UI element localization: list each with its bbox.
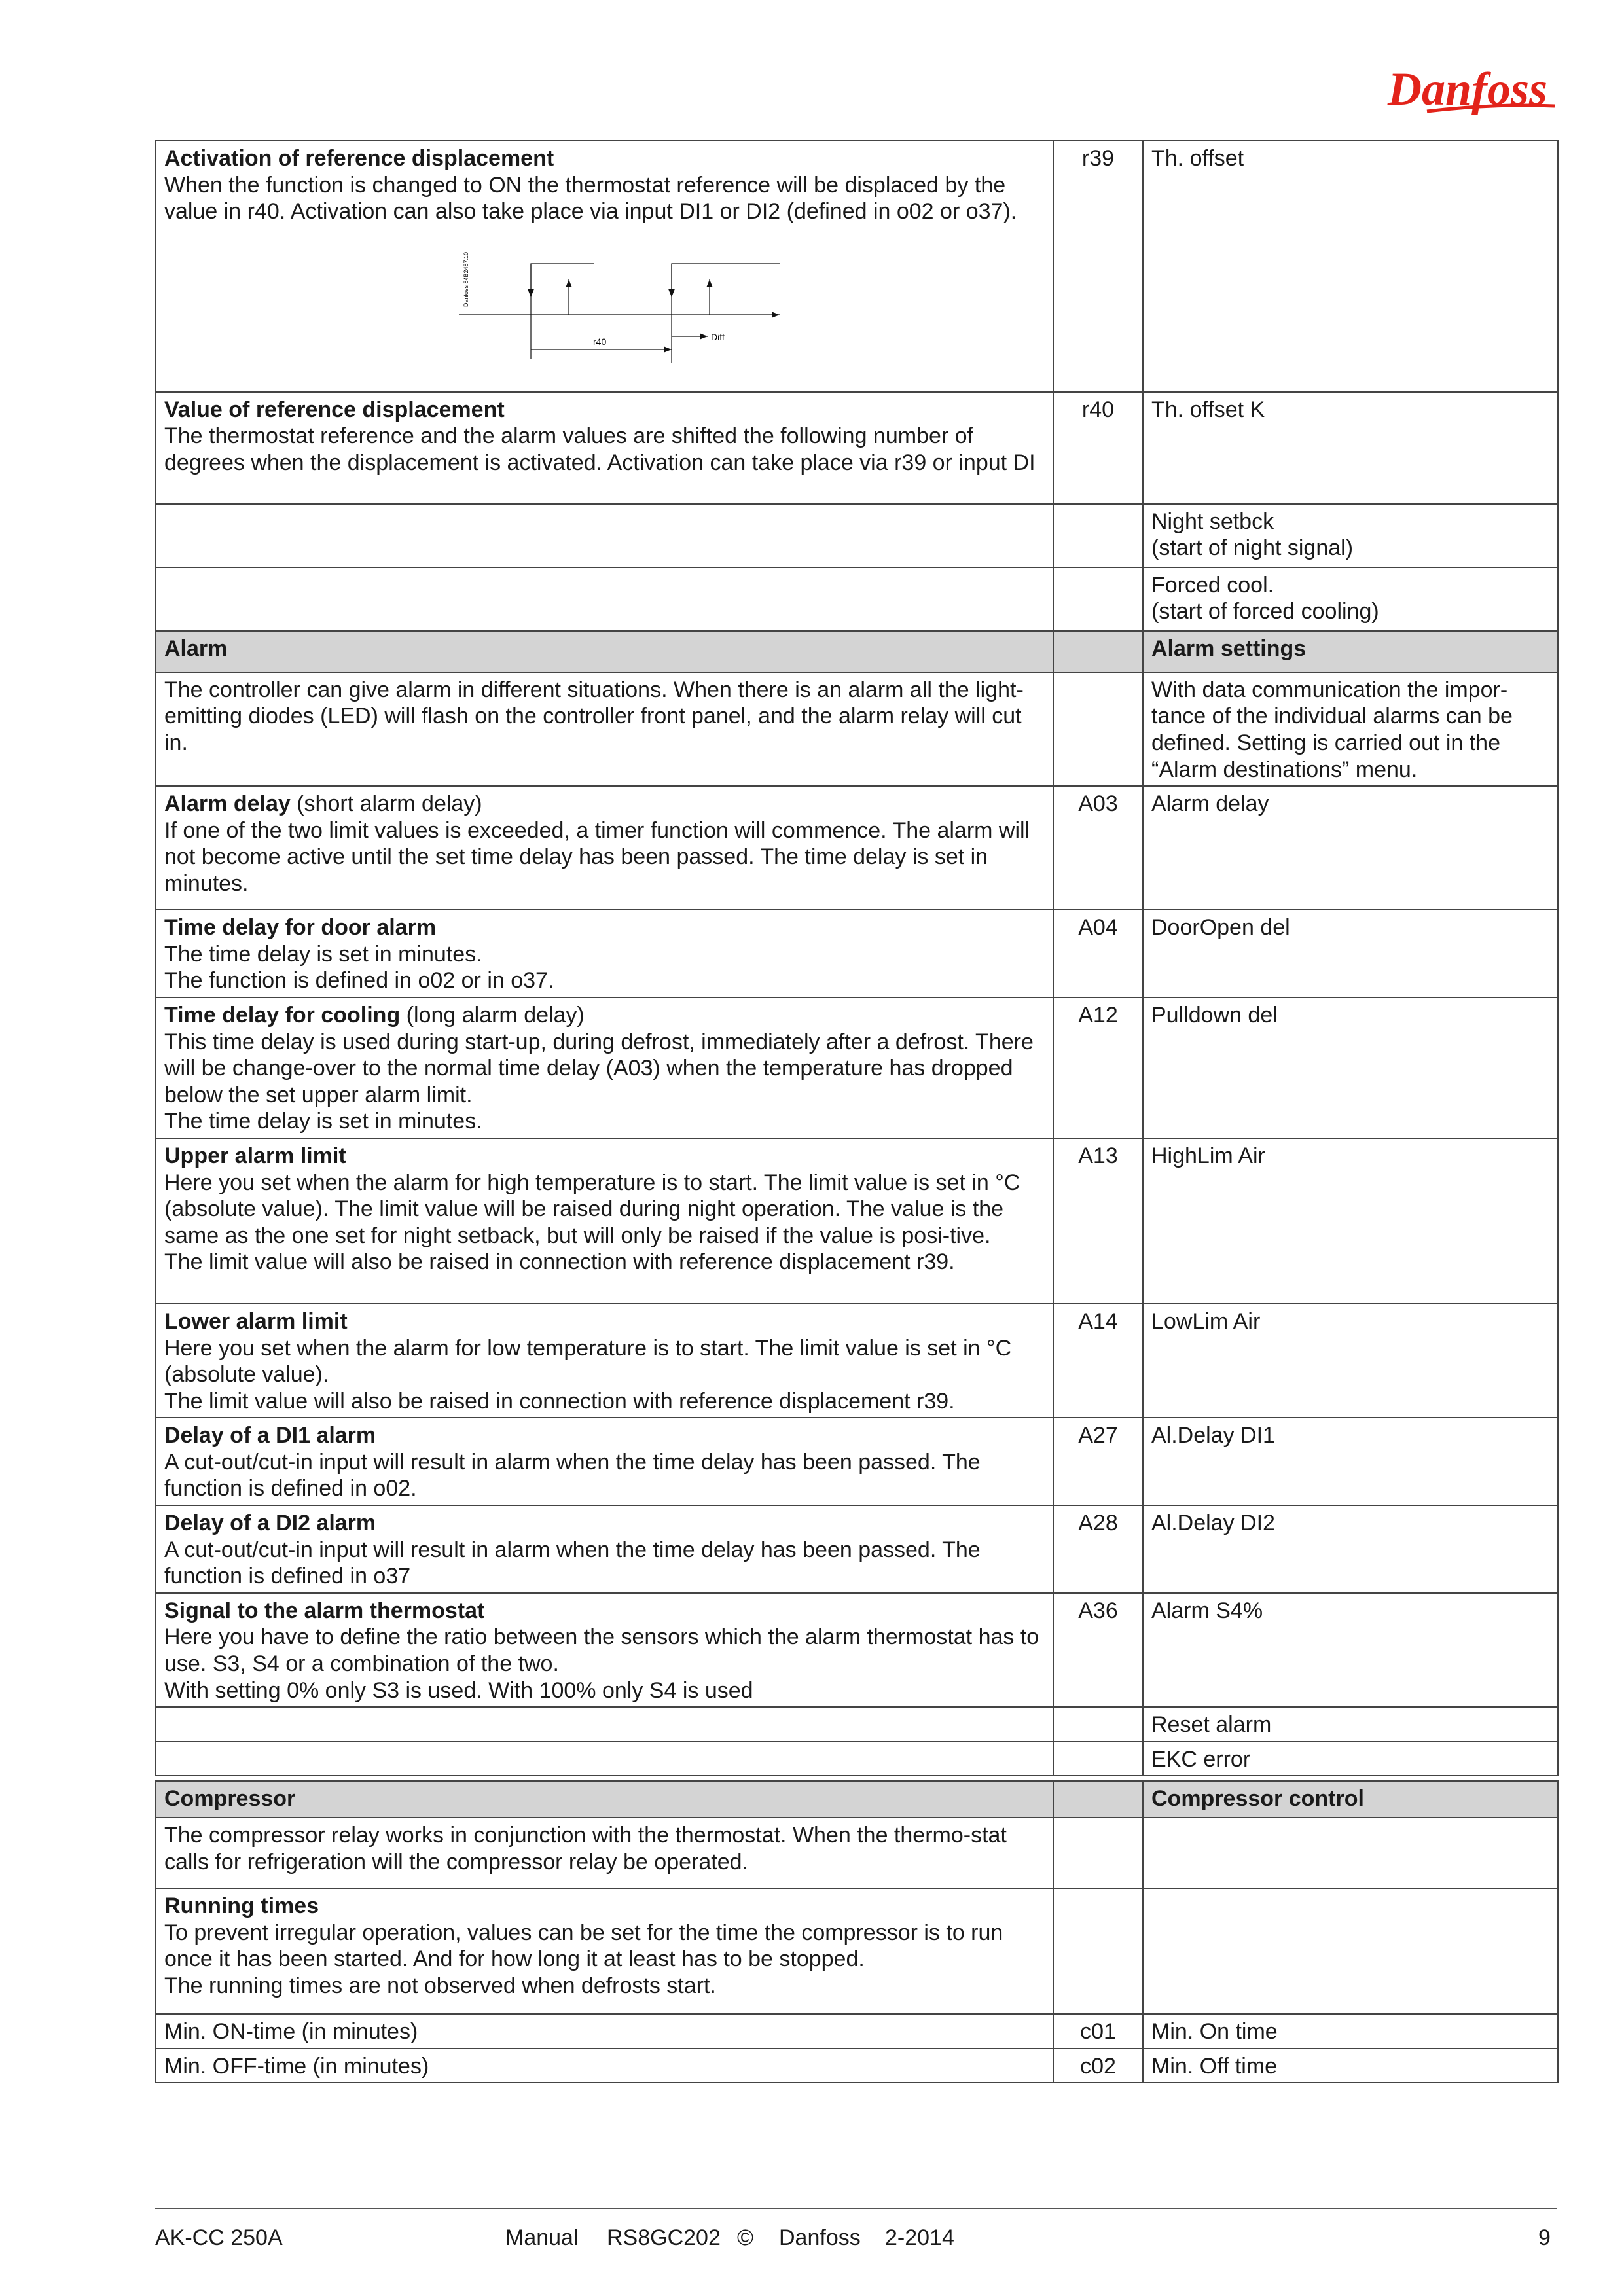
parameter-code-cell [1053,910,1143,997]
parameter-title: Value of reference displacement [164,397,505,422]
description-cell [156,672,1053,786]
description-cell [156,1818,1053,1888]
parameter-description: If one of the two limit values is exceeded, a timer function will commence. The alarm will not become active until the set time delay has been passed. The time delay is set in minutes. [164,817,1030,896]
table-row [156,1593,1558,1707]
footer-date: 2-2014 [885,2225,954,2250]
parameter-code-cell [1053,1818,1143,1888]
menu-name-cell [1143,392,1558,504]
footer-divider [155,2208,1557,2209]
description-cell [156,997,1053,1138]
menu-name-cell [1143,1593,1558,1707]
table-row [156,910,1558,997]
menu-name-cell [1143,910,1558,997]
parameter-code: A04 [1078,915,1118,941]
parameter-description: To prevent irregular operation, values can be set for the time the compressor is to run once it has been started. And for how long it at least has to be stopped. The running times are not observed when defrosts start. [164,1920,1003,1998]
footer-product: AK-CC 250A [155,2225,283,2250]
parameter-code-cell [1053,2049,1143,2083]
parameter-description: The thermostat reference and the alarm values are shifted the following number of degrees when the displacement is activated. Activation can take place via r39 or input DI [164,423,1036,475]
menu-name-cell [1143,997,1558,1138]
menu-name: Th. offset K [1151,397,1265,422]
menu-name: Forced cool. (start of forced cooling) [1151,572,1379,624]
parameter-code: A27 [1078,1423,1118,1448]
menu-name-cell [1143,1418,1558,1505]
menu-name: Compressor control [1151,1786,1364,1811]
table-row [156,1304,1558,1418]
parameter-code: A28 [1078,1511,1118,1536]
parameter-code-cell [1053,1505,1143,1593]
parameter-code-cell [1053,2014,1143,2049]
table-row [156,567,1558,631]
parameter-title: Upper alarm limit [164,1143,346,1168]
parameter-code: A03 [1078,791,1118,817]
parameter-description: A cut-out/cut-in input will result in alarm when the time delay has been passed. The function is defined in o02. [164,1449,981,1501]
table-row [156,997,1558,1138]
parameter-code: A36 [1078,1598,1118,1623]
parameter-code-cell [1053,1707,1143,1742]
parameter-code-cell [1053,1742,1143,1776]
menu-name: DoorOpen del [1151,915,1290,941]
table-row [156,1138,1558,1304]
table-row [156,1418,1558,1505]
svg-text:Danfoss: Danfoss [1388,63,1548,115]
parameter-code-cell [1053,1593,1143,1707]
description-cell [156,1707,1053,1742]
section-title: Compressor [164,1786,296,1811]
menu-name: With data communication the impor- tance of the individual alarms can be defined. Setting is carried out in the “Alarm destinations” menu. [1151,677,1513,782]
menu-name: Alarm S4% [1151,1598,1263,1623]
table-row [156,1888,1558,2014]
parameter-code-cell [1053,1138,1143,1304]
description-cell [156,786,1053,910]
menu-name-cell [1143,631,1558,672]
table-row [156,2049,1558,2083]
menu-name-cell [1143,672,1558,786]
parameter-description: The compressor relay works in conjunction with the thermostat. When the thermo-stat calls for refrigeration will the compressor relay be operated. [164,1823,1007,1874]
table-row [156,786,1558,910]
parameter-description: Here you set when the alarm for high temperature is to start. The limit value is set in °C (absolute value). The limit value will be raised during night operation. The value is the same as the one set for night setback, but will only be raised if the value is posi-tive. The limit value will also be raised in connection with reference displacement r39. [164,1170,1020,1275]
menu-name-cell [1143,141,1558,392]
footer-doc: Manual [505,2225,579,2250]
parameter-code-cell [1053,392,1143,504]
parameter-title: Alarm delay [164,791,291,817]
description-cell [156,631,1053,672]
parameter-description: A cut-out/cut-in input will result in alarm when the time delay has been passed. The function is defined in o37 [164,1537,981,1589]
menu-name: Reset alarm [1151,1712,1272,1738]
parameter-code-cell [1053,672,1143,786]
parameter-code: A14 [1078,1308,1118,1334]
drawing-ref: Danfoss 84B2487.10 [463,251,469,307]
menu-name: EKC error [1151,1746,1251,1772]
description-cell [156,1742,1053,1776]
section-header-row [156,1781,1558,1818]
parameter-code-cell [1053,1781,1143,1818]
description-cell [156,141,1053,392]
diff-label: Diff [711,331,725,342]
description-cell [156,910,1053,997]
parameter-code-cell [1053,1304,1143,1418]
table-row [156,392,1558,504]
description-cell [156,1304,1053,1418]
parameter-code-cell [1053,786,1143,910]
table-row [156,1742,1558,1776]
parameter-code: c02 [1080,2053,1116,2079]
parameter-title: Signal to the alarm thermostat [164,1598,485,1623]
parameter-code-cell [1053,567,1143,631]
menu-name: Alarm delay [1151,791,1269,817]
parameter-code: r39 [1081,146,1115,171]
parameter-code: r40 [1081,397,1115,422]
menu-name: LowLim Air [1151,1308,1261,1334]
description-cell [156,392,1053,504]
footer-copyright: © [737,2225,754,2250]
description-cell [156,2049,1053,2083]
r40-label: r40 [593,336,607,347]
table-row [156,672,1558,786]
description-cell [156,1138,1053,1304]
description-cell [156,2014,1053,2049]
table-row [156,1707,1558,1742]
parameter-code-cell [1053,1418,1143,1505]
menu-name: Night setbck (start of night signal) [1151,509,1354,561]
title-note: (long alarm delay) [400,1002,585,1028]
section-header-row [156,631,1558,672]
parameter-description: The time delay is set in minutes. The function is defined in o02 or in o37. [164,941,554,994]
menu-name: HighLim Air [1151,1143,1265,1168]
menu-name: Min. On time [1151,2019,1278,2044]
parameter-code: A13 [1078,1143,1118,1168]
description-cell [156,1888,1053,2014]
menu-name-cell [1143,2014,1558,2049]
parameter-description: Min. OFF-time (in minutes) [164,2053,429,2079]
parameter-code: A12 [1078,1002,1118,1028]
parameter-code: c01 [1080,2019,1116,2044]
parameter-title: Time delay for cooling [164,1002,401,1028]
menu-name-cell [1143,1138,1558,1304]
parameter-description: The controller can give alarm in different situations. When there is an alarm all the light-emitting diodes (LED) will flash on the controller front panel, and the alarm relay will cut in. [164,677,1024,755]
parameter-description: Here you set when the alarm for low temperature is to start. The limit value is set in °C (absolute value). The limit value will also be raised in connection with reference displacement r39. [164,1335,1012,1414]
parameter-title: Time delay for door alarm [164,915,437,941]
parameter-title: Lower alarm limit [164,1308,348,1334]
menu-name-cell [1143,1818,1558,1888]
description-cell [156,1781,1053,1818]
table-row [156,141,1558,392]
parameter-title: Delay of a DI1 alarm [164,1423,376,1448]
parameter-code-cell [1053,631,1143,672]
description-cell [156,1418,1053,1505]
danfoss-logo [1381,51,1558,123]
description-cell [156,504,1053,567]
parameter-description: This time delay is used during start-up, during defrost, immediately after a defrost. There will be change-over to the normal time delay (A03) when the temperature has dropped below the set upper alarm limit. The time delay is set in minutes. [164,1029,1034,1134]
parameter-table-alarm [155,140,1559,1776]
parameter-title: Activation of reference displacement [164,146,554,171]
reference-displacement-diagram [164,225,1045,389]
menu-name-cell [1143,1707,1558,1742]
parameter-title: Delay of a DI2 alarm [164,1511,376,1536]
menu-name: Al.Delay DI1 [1151,1423,1275,1448]
parameter-description: Here you have to define the ratio between the sensors which the alarm thermostat has to use. S3, S4 or a combination of the two. With setting 0% only S3 is used. With 100% only S4 is used [164,1624,1039,1703]
table-row [156,504,1558,567]
table-row [156,2014,1558,2049]
menu-name-cell [1143,1505,1558,1593]
title-note: (short alarm delay) [290,791,482,817]
table-row [156,1505,1558,1593]
hysteresis-diagram [452,225,793,389]
parameter-description: When the function is changed to ON the thermostat reference will be displaced by the value in r40. Activation can also take place via input DI1 or DI2 (defined in o02 or o37). [164,172,1017,224]
menu-name: Alarm settings [1151,636,1307,661]
table-row [156,1818,1558,1888]
menu-name-cell [1143,1304,1558,1418]
menu-name-cell [1143,567,1558,631]
parameter-title: Running times [164,1893,319,1918]
menu-name: Pulldown del [1151,1002,1278,1028]
parameter-code-cell [1053,504,1143,567]
parameter-code-cell [1053,1888,1143,2014]
description-cell [156,1593,1053,1707]
parameter-code-cell [1053,997,1143,1138]
menu-name-cell [1143,2049,1558,2083]
menu-name-cell [1143,1781,1558,1818]
menu-name: Min. Off time [1151,2053,1278,2079]
menu-name-cell [1143,1742,1558,1776]
parameter-table-compressor [155,1780,1559,2083]
section-title: Alarm [164,636,228,661]
description-cell [156,567,1053,631]
page-number: 9 [1538,2225,1551,2250]
parameter-description: Min. ON-time (in minutes) [164,2019,418,2044]
footer-code: RS8GC202 [607,2225,721,2250]
footer-company: Danfoss [779,2225,861,2250]
parameter-code-cell [1053,141,1143,392]
menu-name-cell [1143,786,1558,910]
menu-name-cell [1143,504,1558,567]
description-cell [156,1505,1053,1593]
menu-name: Al.Delay DI2 [1151,1511,1275,1536]
menu-name: Th. offset [1151,146,1244,171]
menu-name-cell [1143,1888,1558,2014]
